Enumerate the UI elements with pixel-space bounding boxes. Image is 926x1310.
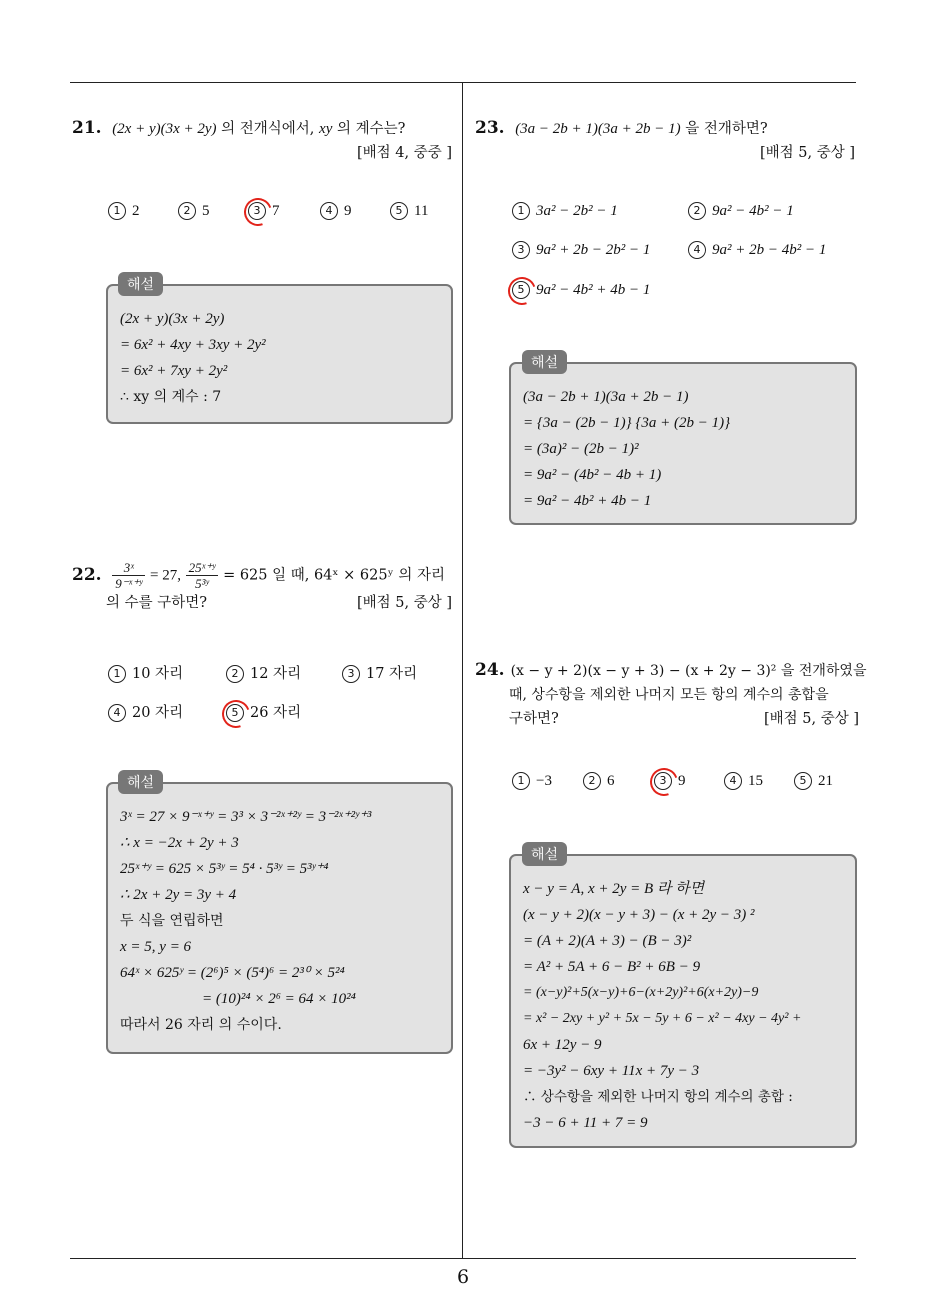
choice-number: 3 — [654, 772, 672, 790]
choice-number: 4 — [320, 202, 338, 220]
solution-box — [106, 284, 453, 424]
solution-line: (3a − 2b + 1)(3a + 2b − 1) — [523, 389, 689, 405]
choice-text: 9 — [678, 773, 686, 789]
choice-number: 2 — [226, 665, 244, 683]
question-22 — [72, 560, 452, 615]
choice-2[interactable] — [688, 202, 794, 220]
score-label: [배점 4, 중중 ] — [356, 145, 452, 161]
choice-text: 6 — [607, 773, 615, 789]
question-text: = 625 일 때, 64ˣ × 625ʸ 의 자리 — [223, 567, 445, 584]
solution-box — [106, 782, 453, 1054]
bottom-rule — [70, 1258, 856, 1259]
choice-number: 3 — [512, 241, 530, 259]
choice-5-marked[interactable] — [512, 281, 650, 299]
choice-text: 9a² − 4b² + 4b − 1 — [536, 282, 651, 298]
solution-line: (2x + y)(3x + 2y) — [120, 311, 225, 327]
question-number: 24. — [475, 660, 505, 680]
solution-line: = (x−y)²+5(x−y)+6−(x+2y)²+6(x+2y)−9 — [523, 985, 759, 1000]
choice-3[interactable] — [512, 241, 650, 259]
choice-1[interactable] — [108, 662, 183, 683]
choice-number: 5 — [390, 202, 408, 220]
solution-line: ∴ 상수항을 제외한 나머지 항의 계수의 총합 : — [523, 1089, 793, 1105]
solution-tag: 해설 — [118, 272, 163, 296]
choice-text: 7 — [272, 203, 280, 219]
choice-text: 26 자리 — [250, 705, 302, 721]
solution-tag: 해설 — [522, 842, 567, 866]
choice-text: 9a² − 4b² − 1 — [712, 203, 794, 219]
choice-number: 3 — [342, 665, 360, 683]
score-label: [배점 5, 중상 ] — [356, 595, 452, 611]
solution-line: = (10)²⁴ × 2⁶ = 64 × 10²⁴ — [202, 991, 356, 1007]
solution-line: x = 5, y = 6 — [120, 939, 192, 955]
page-number: 6 — [456, 1266, 470, 1288]
choice-4[interactable] — [688, 241, 826, 259]
question-text: 의 전개식에서, — [221, 121, 315, 137]
fraction-2 — [186, 560, 219, 591]
solution-line: 따라서 26 자리 의 수이다. — [120, 1017, 282, 1033]
question-text: 구하면? — [509, 711, 559, 727]
choice-number: 4 — [724, 772, 742, 790]
choice-number: 4 — [688, 241, 706, 259]
solution-line: = A² + 5A + 6 − B² + 6B − 9 — [523, 959, 701, 975]
fraction-numerator: 25ˣ⁺ʸ — [186, 560, 219, 576]
solution-line: = {3a − (2b − 1)} {3a + (2b − 1)} — [523, 415, 731, 431]
choice-number: 5 — [226, 704, 244, 722]
solution-line: x − y = A, x + 2y = B 라 하면 — [523, 881, 705, 897]
solution-line: ∴ 2x + 2y = 3y + 4 — [120, 887, 237, 903]
question-text: 의 계수는? — [336, 121, 406, 137]
choice-5-marked[interactable] — [226, 701, 301, 722]
solution-tag: 해설 — [118, 770, 163, 794]
choice-3-marked[interactable] — [654, 772, 686, 790]
question-text: 때, 상수항을 제외한 나머지 모든 항의 계수의 총합을 — [509, 687, 829, 703]
choice-text: 9a² + 2b − 2b² − 1 — [536, 242, 651, 258]
question-24 — [475, 658, 867, 731]
solution-line: 6x + 12y − 9 — [523, 1037, 602, 1053]
fraction-denominator: 5³ʸ — [195, 576, 209, 591]
equation-text: = 27, — [150, 567, 181, 584]
question-text: 을 전개하면? — [685, 121, 768, 137]
choice-text: 20 자리 — [132, 705, 184, 721]
solution-line: = (3a)² − (2b − 1)² — [523, 441, 639, 457]
choice-number: 5 — [794, 772, 812, 790]
column-divider — [462, 83, 463, 1258]
choice-3[interactable] — [342, 662, 417, 683]
choice-1[interactable] — [512, 772, 552, 790]
solution-line: −3 − 6 + 11 + 7 = 9 — [523, 1115, 648, 1131]
question-number: 21. — [72, 118, 102, 138]
choice-2[interactable] — [178, 202, 210, 220]
choice-number: 1 — [512, 202, 530, 220]
question-23 — [475, 116, 855, 165]
choice-text: 21 — [818, 773, 833, 789]
choice-number: 1 — [108, 665, 126, 683]
choice-text: 10 자리 — [132, 666, 184, 682]
solution-line: 25ˣ⁺ʸ = 625 × 5³ʸ = 5⁴ · 5³ʸ = 5³ʸ⁺⁴ — [120, 861, 329, 877]
choice-text: 9 — [344, 203, 352, 219]
choice-5[interactable] — [794, 772, 833, 790]
choice-number: 2 — [583, 772, 601, 790]
choice-3-marked[interactable] — [248, 202, 280, 220]
choice-text: 3a² − 2b² − 1 — [536, 203, 618, 219]
choice-4[interactable] — [724, 772, 763, 790]
question-text: 의 수를 구하면? — [106, 595, 208, 611]
solution-box — [509, 362, 857, 525]
choice-4[interactable] — [108, 701, 183, 722]
choice-number: 2 — [178, 202, 196, 220]
solution-line: = (A + 2)(A + 3) − (B − 3)² — [523, 933, 692, 949]
choice-5[interactable] — [390, 202, 428, 220]
fraction-1 — [112, 560, 145, 591]
choice-text: 12 자리 — [250, 666, 302, 682]
choice-1[interactable] — [512, 202, 618, 220]
choice-text: 5 — [202, 203, 210, 219]
question-expression: (3a − 2b + 1)(3a + 2b − 1) — [515, 121, 681, 137]
choice-2[interactable] — [226, 662, 301, 683]
score-label: [배점 5, 중상 ] — [759, 145, 855, 161]
fraction-denominator: 9⁻ˣ⁺ʸ — [115, 576, 143, 591]
choice-text: 9a² + 2b − 4b² − 1 — [712, 242, 827, 258]
choice-text: 2 — [132, 203, 140, 219]
solution-tag: 해설 — [522, 350, 567, 374]
solution-line: = 6x² + 4xy + 3xy + 2y² — [120, 337, 266, 353]
choice-text: 15 — [748, 773, 763, 789]
solution-line: 64ˣ × 625ʸ = (2⁶)⁵ × (5⁴)⁶ = 2³⁰ × 5²⁴ — [120, 965, 345, 981]
solution-line: 3ˣ = 27 × 9⁻ˣ⁺ʸ = 3³ × 3⁻²ˣ⁺²ʸ = 3⁻²ˣ⁺²ʸ⁺³ — [120, 809, 372, 825]
choice-text: 17 자리 — [366, 666, 418, 682]
solution-line: ∴ x = −2x + 2y + 3 — [120, 835, 239, 851]
question-21 — [72, 116, 452, 165]
solution-line: = 9a² − 4b² + 4b − 1 — [523, 493, 652, 509]
solution-line: 두 식을 연립하면 — [120, 913, 224, 929]
choice-number: 5 — [512, 281, 530, 299]
solution-box — [509, 854, 857, 1148]
choice-number: 1 — [108, 202, 126, 220]
top-rule — [70, 82, 856, 83]
choice-number: 4 — [108, 704, 126, 722]
fraction-numerator: 3ˣ — [112, 560, 145, 576]
solution-line: = −3y² − 6xy + 11x + 7y − 3 — [523, 1063, 700, 1079]
score-label: [배점 5, 중상 ] — [763, 711, 859, 727]
solution-line: = 6x² + 7xy + 2y² — [120, 363, 228, 379]
choice-number: 3 — [248, 202, 266, 220]
choice-text: 11 — [414, 203, 429, 219]
question-number: 22. — [72, 564, 102, 585]
solution-line: = 9a² − (4b² − 4b + 1) — [523, 467, 662, 483]
choice-2[interactable] — [583, 772, 615, 790]
question-expression: (2x + y)(3x + 2y) — [112, 121, 217, 137]
solution-line: (x − y + 2)(x − y + 3) − (x + 2y − 3) ² — [523, 907, 755, 923]
choice-4[interactable] — [320, 202, 352, 220]
question-text: (x − y + 2)(x − y + 3) − (x + 2y − 3)² 을 전개하였을 — [510, 663, 867, 679]
question-number: 23. — [475, 118, 505, 138]
choice-1[interactable] — [108, 202, 140, 220]
solution-line: ∴ xy 의 계수 : 7 — [120, 389, 222, 405]
question-variable: xy — [319, 121, 333, 137]
choice-number: 1 — [512, 772, 530, 790]
solution-line: = x² − 2xy + y² + 5x − 5y + 6 − x² − 4xy − 4y² + — [523, 1011, 802, 1026]
choice-number: 2 — [688, 202, 706, 220]
choice-text: −3 — [536, 773, 552, 789]
